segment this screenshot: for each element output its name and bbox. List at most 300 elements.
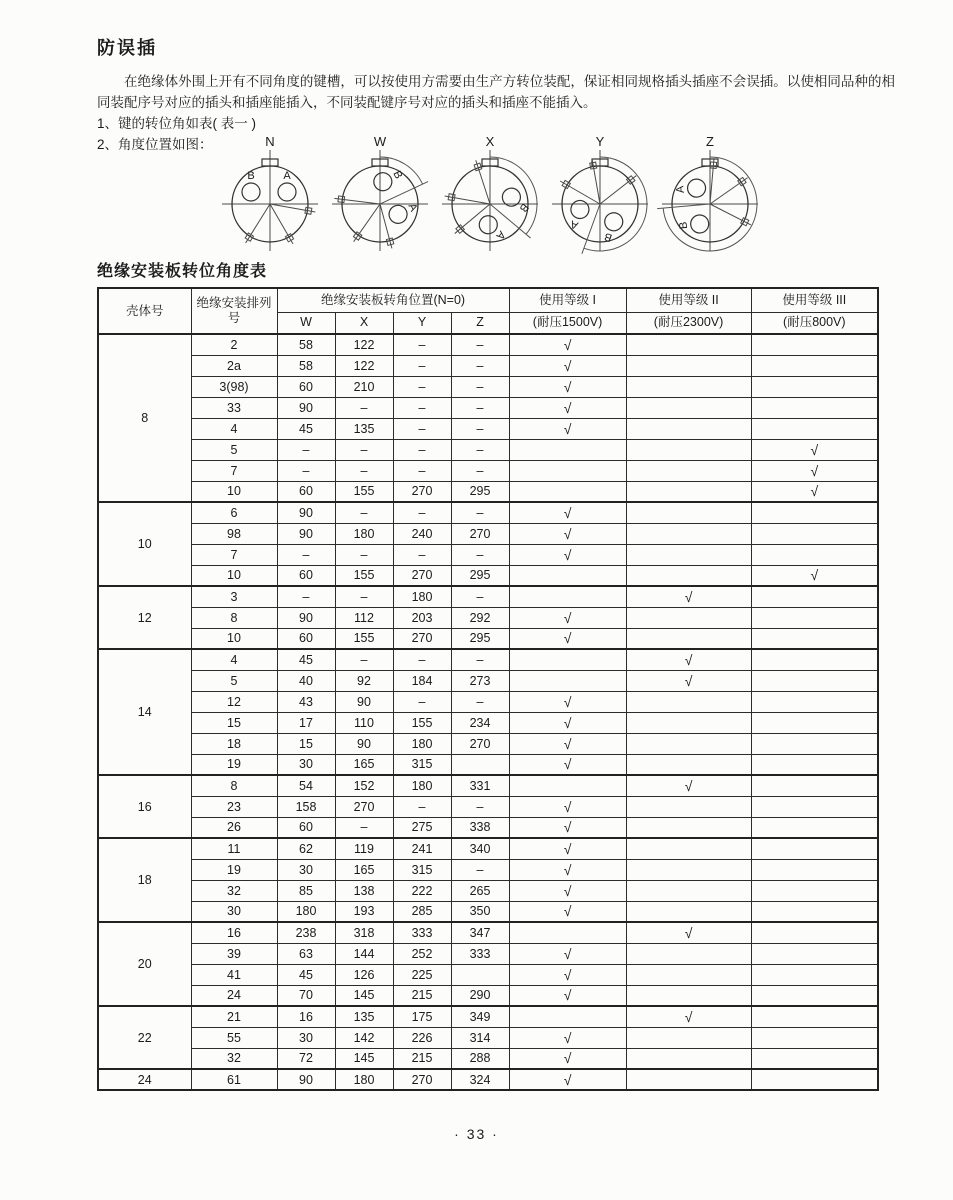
- angle-cell: 85: [277, 880, 335, 901]
- angle-cell: –: [451, 355, 509, 376]
- angle-cell: –: [335, 544, 393, 565]
- grade-cell-empty: [751, 1069, 878, 1090]
- hole-a-label: A: [493, 228, 508, 242]
- angle-cell: 180: [277, 901, 335, 922]
- position-diagram-Y: [546, 134, 654, 254]
- table-row: [98, 397, 878, 418]
- table-row: [98, 775, 878, 796]
- grade-cell-empty: [751, 712, 878, 733]
- arrangement-cell: 2a: [191, 355, 277, 376]
- angle-cell: –: [451, 502, 509, 523]
- angle-cell: 240: [393, 523, 451, 544]
- check-mark: √: [751, 460, 878, 481]
- grade-cell-empty: [751, 397, 878, 418]
- check-mark: √: [509, 964, 626, 985]
- angle-cell: 72: [277, 1048, 335, 1069]
- rotation-angle-table: [97, 287, 879, 1091]
- grade-cell-empty: [626, 754, 751, 775]
- diagram-label: N: [265, 134, 275, 149]
- angle-cell: 17: [277, 712, 335, 733]
- grade-cell-empty: [626, 376, 751, 397]
- shell-number-cell: 24: [98, 1069, 191, 1090]
- check-mark: √: [509, 334, 626, 355]
- grade-cell-empty: [751, 355, 878, 376]
- angle-cell: –: [335, 397, 393, 418]
- hole-a-label: A: [283, 170, 291, 182]
- grade-cell-empty: [751, 628, 878, 649]
- grade-cell-empty: [751, 754, 878, 775]
- angle-cell: [451, 964, 509, 985]
- grade-cell-empty: [751, 964, 878, 985]
- angle-cell: –: [393, 460, 451, 481]
- table-row: [98, 1048, 878, 1069]
- arrangement-cell: 11: [191, 838, 277, 859]
- header-arrangement: 绝缘安装排列号: [191, 288, 277, 334]
- table-row: [98, 1069, 878, 1090]
- table-row: [98, 460, 878, 481]
- angle-cell: 158: [277, 796, 335, 817]
- angle-cell: 119: [335, 838, 393, 859]
- grade-cell-empty: [626, 817, 751, 838]
- grade-cell-empty: [626, 607, 751, 628]
- arrangement-cell: 32: [191, 880, 277, 901]
- grade-cell-empty: [751, 1048, 878, 1069]
- angle-cell: 349: [451, 1006, 509, 1027]
- diagram-label: Y: [595, 134, 605, 149]
- angle-cell: 60: [277, 628, 335, 649]
- angle-cell: 252: [393, 943, 451, 964]
- check-mark: √: [509, 355, 626, 376]
- grade-cell-empty: [751, 649, 878, 670]
- grade-cell-empty: [751, 334, 878, 355]
- grade-cell-empty: [751, 607, 878, 628]
- table-row: [98, 334, 878, 355]
- check-mark: √: [509, 628, 626, 649]
- angle-cell: –: [393, 544, 451, 565]
- check-mark: √: [626, 922, 751, 943]
- check-mark: √: [509, 733, 626, 754]
- arrangement-cell: 26: [191, 817, 277, 838]
- hole-a-label: A: [568, 217, 580, 232]
- angle-cell: 60: [277, 481, 335, 502]
- table-row: [98, 628, 878, 649]
- grade-cell-empty: [626, 712, 751, 733]
- grade-cell-empty: [751, 901, 878, 922]
- angle-cell: 110: [335, 712, 393, 733]
- grade-cell-empty: [509, 649, 626, 670]
- shell-number-cell: 18: [98, 838, 191, 922]
- page-title: 防误插: [97, 38, 157, 58]
- angle-cell: –: [451, 544, 509, 565]
- angle-cell: 145: [335, 985, 393, 1006]
- angle-cell: 270: [393, 628, 451, 649]
- angle-cell: –: [277, 439, 335, 460]
- grade-cell-empty: [509, 439, 626, 460]
- list-item-1: 1、键的转位角如表( 表一 ): [97, 116, 257, 131]
- grade-cell-empty: [751, 1006, 878, 1027]
- angle-cell: 45: [277, 649, 335, 670]
- grade-cell-empty: [751, 985, 878, 1006]
- grade-cell-empty: [751, 523, 878, 544]
- arrangement-cell: 5: [191, 439, 277, 460]
- angle-cell: 340: [451, 838, 509, 859]
- arrangement-cell: 16: [191, 922, 277, 943]
- angle-cell: 142: [335, 1027, 393, 1048]
- table-row: [98, 922, 878, 943]
- grade-cell-empty: [751, 670, 878, 691]
- angle-cell: 60: [277, 376, 335, 397]
- grade-cell-empty: [626, 859, 751, 880]
- angle-cell: 145: [335, 1048, 393, 1069]
- grade-cell-empty: [626, 418, 751, 439]
- arrangement-cell: 41: [191, 964, 277, 985]
- angle-cell: 270: [451, 523, 509, 544]
- angle-cell: 58: [277, 355, 335, 376]
- angle-cell: 295: [451, 481, 509, 502]
- grade-cell-empty: [751, 859, 878, 880]
- check-mark: √: [626, 649, 751, 670]
- table-row: [98, 376, 878, 397]
- angle-cell: –: [393, 397, 451, 418]
- grade-cell-empty: [626, 355, 751, 376]
- arrangement-cell: 8: [191, 607, 277, 628]
- grade-cell-empty: [626, 565, 751, 586]
- table-row: [98, 880, 878, 901]
- header-col-y: Y: [393, 312, 451, 334]
- angle-cell: 295: [451, 565, 509, 586]
- grade-cell-empty: [751, 544, 878, 565]
- check-mark: √: [509, 880, 626, 901]
- check-mark: √: [509, 376, 626, 397]
- header-grade3: 使用等级 III: [751, 288, 878, 312]
- check-mark: √: [509, 817, 626, 838]
- shell-number-cell: 8: [98, 334, 191, 502]
- table-row: [98, 901, 878, 922]
- arrangement-cell: 30: [191, 901, 277, 922]
- check-mark: √: [509, 544, 626, 565]
- angle-cell: –: [393, 334, 451, 355]
- angle-cell: 155: [393, 712, 451, 733]
- angle-cell: 45: [277, 418, 335, 439]
- angle-cell: –: [393, 418, 451, 439]
- angle-cell: –: [335, 817, 393, 838]
- angle-table-body: [98, 334, 878, 1090]
- grade-cell-empty: [626, 796, 751, 817]
- header-grade1-voltage: (耐压1500V): [509, 312, 626, 334]
- grade-cell-empty: [626, 628, 751, 649]
- angle-cell: 318: [335, 922, 393, 943]
- grade-cell-empty: [751, 922, 878, 943]
- angle-cell: 30: [277, 754, 335, 775]
- angle-cell: –: [451, 376, 509, 397]
- angle-cell: 241: [393, 838, 451, 859]
- angle-cell: –: [393, 796, 451, 817]
- diagram-label: Z: [706, 134, 714, 149]
- angle-cell: [451, 754, 509, 775]
- grade-cell-empty: [626, 460, 751, 481]
- table-title: 绝缘安装板转位角度表: [97, 263, 268, 280]
- angle-cell: 215: [393, 1048, 451, 1069]
- check-mark: √: [751, 565, 878, 586]
- angle-cell: –: [451, 796, 509, 817]
- check-mark: √: [509, 418, 626, 439]
- header-col-z: Z: [451, 312, 509, 334]
- grade-cell-empty: [751, 838, 878, 859]
- grade-cell-empty: [626, 334, 751, 355]
- table-row: [98, 712, 878, 733]
- hole-b-label: B: [677, 221, 691, 230]
- table-row: [98, 607, 878, 628]
- angle-cell: 290: [451, 985, 509, 1006]
- table-row: [98, 565, 878, 586]
- angle-cell: 226: [393, 1027, 451, 1048]
- grade-cell-empty: [509, 922, 626, 943]
- arrangement-cell: 4: [191, 418, 277, 439]
- grade-cell-empty: [509, 1006, 626, 1027]
- check-mark: √: [509, 838, 626, 859]
- hole-b-label: B: [516, 200, 531, 215]
- table-row: [98, 691, 878, 712]
- hole-a-label: A: [674, 185, 687, 194]
- angle-cell: –: [451, 691, 509, 712]
- arrangement-cell: 61: [191, 1069, 277, 1090]
- header-grade2: 使用等级 II: [626, 288, 751, 312]
- angle-cell: 215: [393, 985, 451, 1006]
- angle-cell: 331: [451, 775, 509, 796]
- check-mark: √: [751, 439, 878, 460]
- hole-b-label: B: [247, 170, 255, 182]
- angle-cell: –: [451, 649, 509, 670]
- angle-cell: 15: [277, 733, 335, 754]
- table-row: [98, 817, 878, 838]
- angle-cell: 43: [277, 691, 335, 712]
- check-mark: √: [626, 670, 751, 691]
- grade-cell-empty: [751, 817, 878, 838]
- angle-cell: 155: [335, 481, 393, 502]
- shell-number-cell: 10: [98, 502, 191, 586]
- angle-cell: 112: [335, 607, 393, 628]
- table-row: [98, 502, 878, 523]
- arrangement-cell: 10: [191, 565, 277, 586]
- angle-cell: 333: [393, 922, 451, 943]
- angle-cell: 292: [451, 607, 509, 628]
- table-row: [98, 586, 878, 607]
- angle-cell: 152: [335, 775, 393, 796]
- table-row: [98, 838, 878, 859]
- arrangement-cell: 23: [191, 796, 277, 817]
- angle-cell: 285: [393, 901, 451, 922]
- arrangement-cell: 5: [191, 670, 277, 691]
- grade-cell-empty: [509, 586, 626, 607]
- grade-cell-empty: [626, 523, 751, 544]
- diagrams-row: [216, 134, 764, 254]
- page-number: · 33 ·: [454, 1126, 499, 1142]
- intro-paragraph: 在绝缘体外围上开有不同角度的键槽，可以按使用方需要由生产方转位装配，保证相同规格插头插座不会误插。以使相同品种的相同装配序号对应的插头和插座能插入，不同装配键序号对应的插头和插座不能插入。: [97, 74, 895, 110]
- angle-cell: –: [277, 586, 335, 607]
- check-mark: √: [509, 523, 626, 544]
- arrangement-cell: 21: [191, 1006, 277, 1027]
- table-row: [98, 439, 878, 460]
- grade-cell-empty: [626, 964, 751, 985]
- grade-cell-empty: [509, 775, 626, 796]
- angle-cell: 122: [335, 355, 393, 376]
- angle-cell: 30: [277, 1027, 335, 1048]
- arrangement-cell: 3: [191, 586, 277, 607]
- arrangement-cell: 8: [191, 775, 277, 796]
- grade-cell-empty: [751, 502, 878, 523]
- angle-cell: 295: [451, 628, 509, 649]
- angle-cell: 347: [451, 922, 509, 943]
- table-row: [98, 544, 878, 565]
- check-mark: √: [509, 607, 626, 628]
- arrangement-cell: 19: [191, 859, 277, 880]
- angle-cell: 234: [451, 712, 509, 733]
- angle-cell: 60: [277, 817, 335, 838]
- angle-cell: 210: [335, 376, 393, 397]
- angle-cell: –: [393, 355, 451, 376]
- table-row: [98, 943, 878, 964]
- angle-cell: –: [393, 649, 451, 670]
- angle-cell: –: [451, 397, 509, 418]
- table-row: [98, 859, 878, 880]
- shell-number-cell: 12: [98, 586, 191, 649]
- header-col-w: W: [277, 312, 335, 334]
- angle-cell: 288: [451, 1048, 509, 1069]
- angle-cell: 90: [277, 502, 335, 523]
- table-row: [98, 964, 878, 985]
- grade-cell-empty: [626, 439, 751, 460]
- table-row: [98, 355, 878, 376]
- angle-cell: 165: [335, 754, 393, 775]
- check-mark: √: [626, 586, 751, 607]
- angle-cell: 350: [451, 901, 509, 922]
- angle-cell: 58: [277, 334, 335, 355]
- angle-cell: 333: [451, 943, 509, 964]
- table-row: [98, 1006, 878, 1027]
- list-item-2: 2、角度位置如图：: [97, 137, 213, 152]
- grade-cell-empty: [751, 691, 878, 712]
- angle-cell: 273: [451, 670, 509, 691]
- angle-cell: 40: [277, 670, 335, 691]
- angle-cell: 175: [393, 1006, 451, 1027]
- grade-cell-empty: [751, 880, 878, 901]
- angle-cell: 315: [393, 859, 451, 880]
- check-mark: √: [509, 901, 626, 922]
- arrangement-cell: 10: [191, 481, 277, 502]
- table-row: [98, 985, 878, 1006]
- angle-cell: 180: [393, 733, 451, 754]
- check-mark: √: [509, 796, 626, 817]
- header-shell: 壳体号: [98, 288, 191, 334]
- shell-number-cell: 20: [98, 922, 191, 1006]
- angle-cell: 193: [335, 901, 393, 922]
- angle-cell: 275: [393, 817, 451, 838]
- arrangement-cell: 4: [191, 649, 277, 670]
- header-position-group: 绝缘安装板转角位置(N=0): [277, 288, 509, 312]
- arrangement-cell: 15: [191, 712, 277, 733]
- angle-cell: 238: [277, 922, 335, 943]
- angle-cell: –: [277, 544, 335, 565]
- position-diagram-N: [216, 134, 324, 254]
- grade-cell-empty: [626, 943, 751, 964]
- angle-cell: –: [335, 439, 393, 460]
- check-mark: √: [626, 1006, 751, 1027]
- table-row: [98, 418, 878, 439]
- check-mark: √: [751, 481, 878, 502]
- angle-cell: –: [335, 502, 393, 523]
- arrangement-cell: 19: [191, 754, 277, 775]
- angle-cell: 54: [277, 775, 335, 796]
- check-mark: √: [509, 985, 626, 1006]
- angle-cell: 45: [277, 964, 335, 985]
- check-mark: √: [626, 775, 751, 796]
- angle-cell: –: [335, 586, 393, 607]
- check-mark: √: [509, 397, 626, 418]
- grade-cell-empty: [626, 691, 751, 712]
- check-mark: √: [509, 712, 626, 733]
- grade-cell-empty: [626, 481, 751, 502]
- check-mark: √: [509, 691, 626, 712]
- arrangement-cell: 39: [191, 943, 277, 964]
- angle-cell: 180: [335, 1069, 393, 1090]
- angle-cell: 270: [335, 796, 393, 817]
- arrangement-cell: 32: [191, 1048, 277, 1069]
- table-row: [98, 481, 878, 502]
- angle-cell: –: [451, 460, 509, 481]
- angle-cell: 225: [393, 964, 451, 985]
- angle-cell: –: [451, 334, 509, 355]
- grade-cell-empty: [626, 397, 751, 418]
- angle-cell: 184: [393, 670, 451, 691]
- table-row: [98, 670, 878, 691]
- grade-cell-empty: [751, 733, 878, 754]
- grade-cell-empty: [626, 901, 751, 922]
- grade-cell-empty: [626, 733, 751, 754]
- angle-cell: –: [451, 859, 509, 880]
- angle-cell: 138: [335, 880, 393, 901]
- angle-cell: 62: [277, 838, 335, 859]
- shell-number-cell: 22: [98, 1006, 191, 1069]
- grade-cell-empty: [751, 418, 878, 439]
- angle-cell: –: [393, 376, 451, 397]
- check-mark: √: [509, 502, 626, 523]
- arrangement-cell: 2: [191, 334, 277, 355]
- angle-cell: –: [335, 460, 393, 481]
- angle-cell: 92: [335, 670, 393, 691]
- diagram-label: W: [373, 134, 387, 149]
- grade-cell-empty: [626, 1027, 751, 1048]
- check-mark: √: [509, 859, 626, 880]
- arrangement-cell: 7: [191, 544, 277, 565]
- arrangement-cell: 18: [191, 733, 277, 754]
- header-grade3-voltage: (耐压800V): [751, 312, 878, 334]
- hole-b-label: B: [602, 229, 614, 244]
- angle-cell: 144: [335, 943, 393, 964]
- angle-cell: –: [277, 460, 335, 481]
- angle-cell: 324: [451, 1069, 509, 1090]
- angle-cell: 122: [335, 334, 393, 355]
- header-grade1: 使用等级 I: [509, 288, 626, 312]
- check-mark: √: [509, 943, 626, 964]
- angle-cell: 222: [393, 880, 451, 901]
- check-mark: √: [509, 1027, 626, 1048]
- grade-cell-empty: [751, 586, 878, 607]
- table-row: [98, 796, 878, 817]
- angle-cell: 270: [393, 565, 451, 586]
- arrangement-cell: 7: [191, 460, 277, 481]
- angle-cell: 63: [277, 943, 335, 964]
- grade-cell-empty: [751, 1027, 878, 1048]
